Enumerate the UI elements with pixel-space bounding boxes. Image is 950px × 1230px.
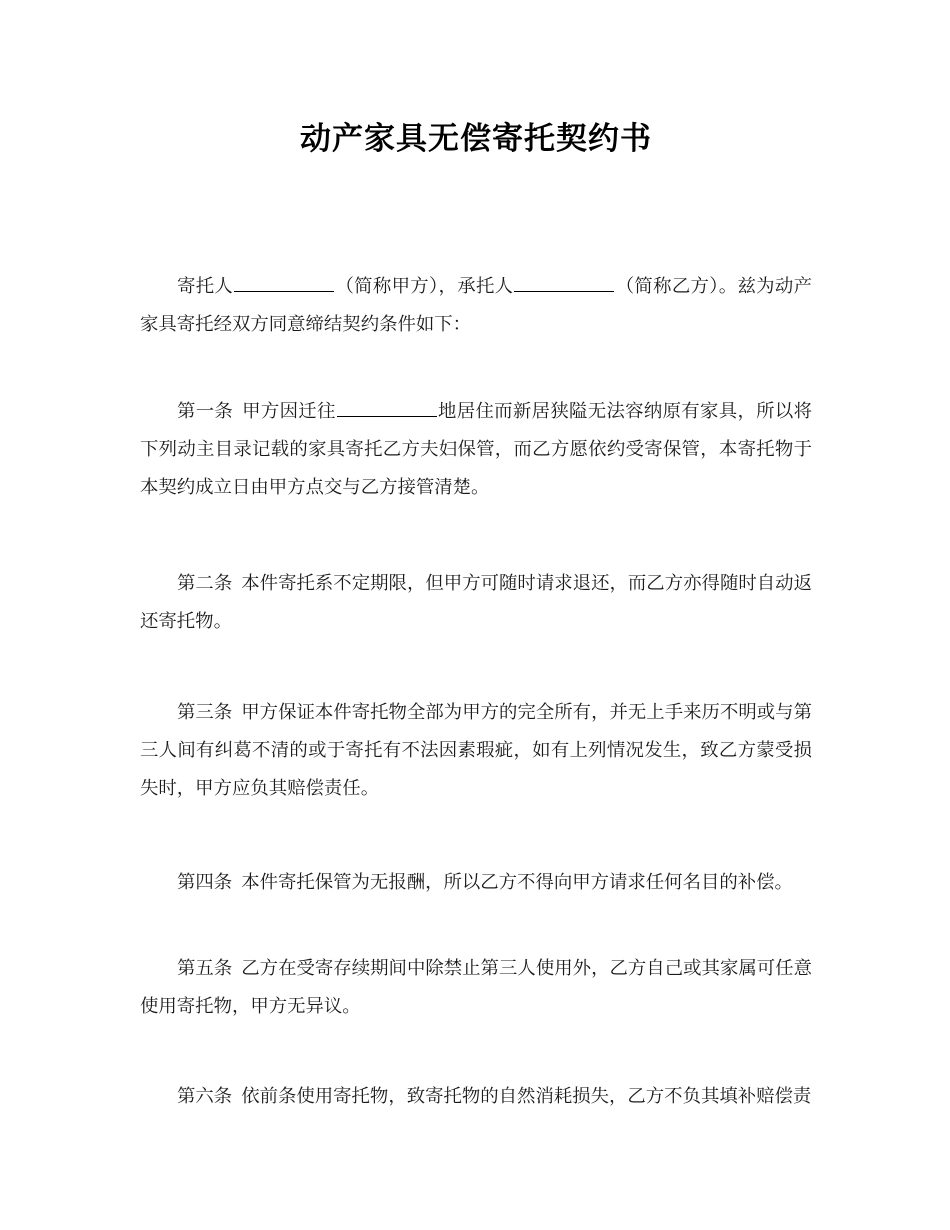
clause-5-label: 第五条 bbox=[177, 958, 233, 979]
destination-blank[interactable] bbox=[337, 400, 437, 417]
preamble-text-2: （简称甲方），承托人 bbox=[335, 276, 514, 297]
clause-1-text-before: 甲方因迁往 bbox=[242, 401, 336, 422]
clause-6 bbox=[140, 1078, 812, 1116]
clause-1-label: 第一条 bbox=[177, 401, 234, 422]
clause-5 bbox=[140, 950, 812, 1026]
document-title: 动产家具无偿寄托契约书 bbox=[300, 121, 652, 157]
depositor-name-blank[interactable] bbox=[234, 275, 334, 292]
clause-1 bbox=[140, 393, 812, 507]
preamble-paragraph bbox=[140, 268, 812, 344]
clause-2-text: 本件寄托系不定期限，但甲方可随时请求退还，而乙方亦得随时自动返还寄托物。 bbox=[140, 573, 812, 632]
clause-3 bbox=[140, 694, 812, 808]
custodian-name-blank[interactable] bbox=[514, 275, 614, 292]
clause-6-label: 第六条 bbox=[177, 1086, 233, 1107]
clause-3-label: 第三条 bbox=[177, 702, 233, 723]
clause-5-text: 乙方在受寄存续期间中除禁止第三人使用外，乙方自己或其家属可任意使用寄托物，甲方无异议。 bbox=[140, 958, 812, 1017]
clause-1-text-after: 地居住而新居狭隘无法容纳原有家具，所以将下列动主目录记载的家具寄托乙方夫妇保管，而乙方愿依约受寄保管，本寄托物于本契约成立日由甲方点交与乙方接管清楚。 bbox=[140, 401, 812, 498]
clause-3-text: 甲方保证本件寄托物全部为甲方的完全所有，并无上手来历不明或与第三人间有纠葛不清的或于寄托有不法因素瑕疵，如有上列情况发生，致乙方蒙受损失时，甲方应负其赔偿责任。 bbox=[140, 702, 812, 799]
clause-6-text: 依前条使用寄托物，致寄托物的自然消耗损失，乙方不负其填补赔偿责 bbox=[241, 1086, 812, 1107]
clause-2 bbox=[140, 565, 812, 641]
preamble-text-1: 寄托人 bbox=[177, 276, 234, 297]
clause-4 bbox=[140, 864, 812, 902]
clause-4-label: 第四条 bbox=[177, 872, 233, 893]
preamble-text-3: （简称乙方）。兹为动产家具寄托经双方同意缔结契约条件如下： bbox=[140, 276, 812, 335]
clause-4-text: 本件寄托保管为无报酬，所以乙方不得向甲方请求任何名目的补偿。 bbox=[241, 872, 793, 893]
clause-2-label: 第二条 bbox=[177, 573, 233, 594]
